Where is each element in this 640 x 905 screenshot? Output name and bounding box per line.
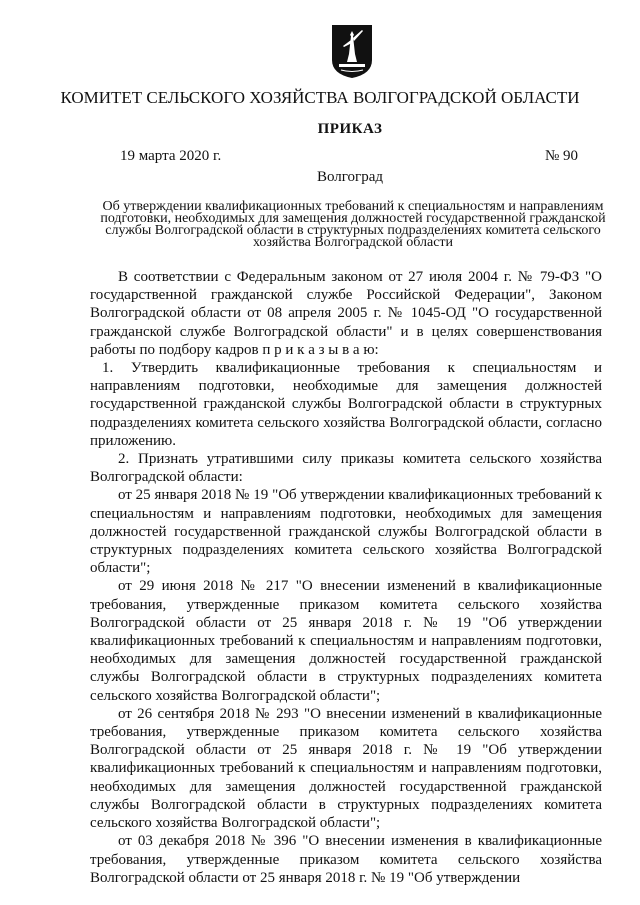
city: Волгоград: [316, 169, 383, 185]
repealed-order-1: от 25 января 2018 № 19 "Об утверждении квалификационных требований к специальностям и направлениям подготовки, необходимых для замещения должностей государственной гражданской службы Волгоградской области в структурных подразделениях комитета сельского хозяйства Волгоградской области";: [90, 487, 602, 577]
order-subject: Об утверждении квалификационных требований к специальностям и направлениям подготовки, необходимых для замещения должностей государственной гражданской службы Волгоградской области в структурных подразделениях комитета сельского хозяйства Волгоградской области: [100, 199, 606, 250]
repealed-order-4: от 03 декабря 2018 № 396 "О внесении изменения в квалификационные требования, утвержденные приказом комитета сельского хозяйства Волгоградской области от 25 января 2018 г. № 19 "Об утверждении: [90, 833, 602, 886]
item-2-paragraph: 2. Признать утратившими силу приказы комитета сельского хозяйства Волгоградской области:: [90, 451, 602, 486]
coat-of-arms-emblem: [331, 24, 373, 79]
preamble-paragraph: В соответствии с Федеральным законом от 27 июля 2004 г. № 79-ФЗ "О государственной гражданской службе Российской Федерации", Законом Волгоградской области от 08 апреля 2005 г. № 1045-ОД "О государственной гражданской службе Волгоградской области" и в целях совершенствования работы по подбору кадров п р и к а з ы в а ю:: [90, 269, 602, 358]
document-type: ПРИКАЗ: [317, 121, 383, 137]
organization-name: КОМИТЕТ СЕЛЬСКОГО ХОЗЯЙСТВА ВОЛГОГРАДСКОЙ ОБЛАСТИ: [60, 88, 580, 107]
order-date: 19 марта 2020 г.: [120, 148, 222, 164]
repealed-order-2: от 29 июня 2018 № 217 "О внесении изменений в квалификационные требования, утвержденные приказом комитета сельского хозяйства Волгоградской области от 25 января 2018 г. № 19 "Об утверждении квалификационных требований к специальностям и направлениям подготовки, необходимых для замещения должностей государственной гражданской службы Волгоградской области в структурных подразделениях комитета сельского хозяйства Волгоградской области";: [90, 578, 602, 704]
order-body: [90, 268, 602, 887]
order-number: № 90: [545, 148, 579, 164]
repealed-order-3: от 26 сентября 2018 № 293 "О внесении изменений в квалификационные требования, утвержденные приказом комитета сельского хозяйства Волгоградской области от 25 января 2018 г. № 19 "Об утверждении квалификационных требований к специальностям и направлениям подготовки, необходимых для замещения должностей государственной гражданской службы Волгоградской области в структурных подразделениях комитета сельского хозяйства Волгоградской области";: [90, 705, 602, 832]
item-1-paragraph: 1. Утвердить квалификационные требования к специальностям и направлениям подготовки, необходимые для замещения должностей государственной гражданской службы Волгоградской области в структурных подразделениях комитета сельского хозяйства Волгоградской области, согласно приложению.: [90, 360, 602, 449]
